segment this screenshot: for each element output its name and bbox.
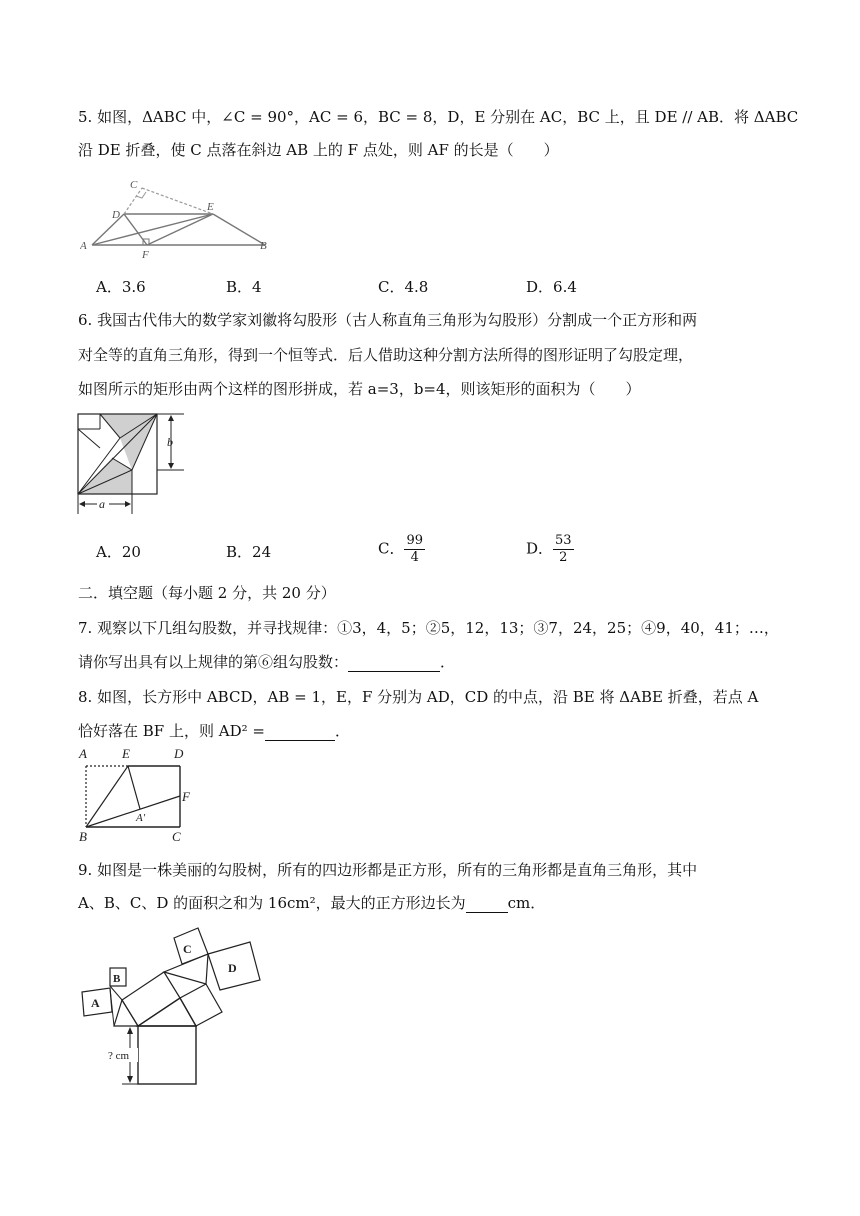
q6-option-b[interactable]: B．24 [226,543,272,561]
q5-edge-df [124,214,147,245]
q8-label-c: C [172,829,181,844]
q6-a-arrow-head-left [79,501,85,507]
q6-option-d-numerator: 53 [555,533,572,548]
q6-line-3: 如图所示的矩形由两个这样的图形拼成，若 a=3，b=4，则该矩形的面积为（ ） [78,380,641,398]
q9-a-connector [110,988,114,1026]
q8-line-1: 8. 如图，长方形中 ABCD，AB = 1，E，F 分别为 AD，CD 的中点，沿 BE 将 ΔABE 折叠，若点 A [78,688,759,706]
q5-edge-fe [147,214,213,245]
q9-side-arrow-head-down [127,1076,133,1083]
q6-option-c[interactable]: C． $\frac{99}{4}$ [378,533,424,565]
q9-largest-square [138,1026,196,1084]
q6-b-arrow-head-down [168,463,174,469]
q5-right-angle-c [136,192,146,198]
q5-label-d: D [112,209,120,221]
q5-figure [80,176,280,260]
q6-edge-7 [78,429,100,448]
q5-option-c[interactable]: C．4.8 [378,278,429,296]
q6-label-b: b [167,435,173,449]
q8-label-f: F [182,789,190,804]
q5-edge-eb [213,214,265,245]
q5-option-d[interactable]: D．6.4 [526,278,577,296]
q6-label-a: a [99,497,105,511]
q6-a-arrow-head-right [125,501,131,507]
q8-label-d: D [174,746,184,761]
q5-label-b: B [260,240,267,252]
q5-edge-ae [92,214,213,245]
q9-label-side: ? cm [108,1050,130,1062]
q8-label-a-prime: A′ [136,812,146,824]
q7-answer-blank[interactable] [348,653,440,672]
q7-line-2: 请你写出具有以上规律的第⑥组勾股数： ． [78,653,456,671]
q5-edge-dc [124,188,142,214]
q5-option-b[interactable]: B．4 [226,278,262,296]
q9-label-c: C [183,942,192,956]
q9-label-a: A [91,996,100,1010]
q5-label-f: F [142,249,149,260]
q6-figure [74,408,194,518]
q9-label-b: B [113,973,121,985]
q9-line-2: A、B、C、D 的面积之和为 16cm²，最大的正方形边长为 cm． [78,894,546,912]
section-2-title: 二．填空题（每小题 2 分，共 20 分） [78,584,336,602]
q6-option-c-numerator: 99 [406,533,424,548]
q6-line-2: 对全等的直角三角形，得到一个恒等式．后人借助这种分割方法所得的图形证明了勾股定理， [78,346,694,364]
q9-left-square [122,972,180,1026]
q8-answer-blank[interactable] [265,722,335,741]
q8-label-b: B [79,829,87,844]
q6-line-1: 6. 我国古代伟大的数学家刘徽将勾股形（古人称直角三角形为勾股形）分割成一个正方形和两 [78,311,698,329]
q9-label-d: D [228,961,237,975]
q9-top-triangle [164,954,208,984]
q5-edge-ce [142,188,213,214]
q5-line-1: 5. 如图，ΔABC 中，∠C = 90°，AC = 6，BC = 8，D，E 分别在 AC，BC 上，且 DE // AB．将 ΔABC [78,108,799,126]
q8-line-2: 恰好落在 BF 上，则 AD² = ． [78,722,350,740]
q7-line-1: 7. 观察以下几组勾股数，并寻找规律：①3，4，5；②5，12，13；③7，24，25；④9，40，41；…， [78,619,779,637]
q8-edge-be [86,766,128,827]
q5-label-a: A [80,240,87,252]
q9-left-small-triangle [114,1000,138,1026]
q5-line-2: 沿 DE 折叠，使 C 点落在斜边 AB 上的 F 点处，则 AF 的长是（ ） [78,141,559,159]
q9-answer-blank[interactable] [466,894,508,913]
q6-option-d[interactable]: D． $\frac{53}{2}$ [526,533,572,565]
q5-option-a[interactable]: A．3.6 [96,278,146,296]
q9-base-triangle [138,998,196,1026]
q5-label-e: E [207,201,214,213]
q8-edge-ea1 [128,766,140,809]
q8-edge-bf [86,796,180,827]
q9-figure [74,920,264,1088]
q5-label-c: C [130,179,138,191]
q9-line-1: 9. 如图是一株美丽的勾股树，所有的四边形都是正方形，所有的三角形都是直角三角形，其中 [78,861,698,879]
q6-option-d-denominator: 2 [559,550,568,565]
q9-b-connector [110,986,122,1000]
q6-b-arrow-head-up [168,415,174,421]
q8-label-a: A [79,746,87,761]
q8-figure [76,744,194,844]
q6-option-a[interactable]: A．20 [96,543,141,561]
q9-side-arrow-head-up [127,1027,133,1034]
q9-right-square [180,984,222,1026]
q8-label-e: E [122,746,130,761]
q6-option-c-denominator: 4 [410,550,419,565]
